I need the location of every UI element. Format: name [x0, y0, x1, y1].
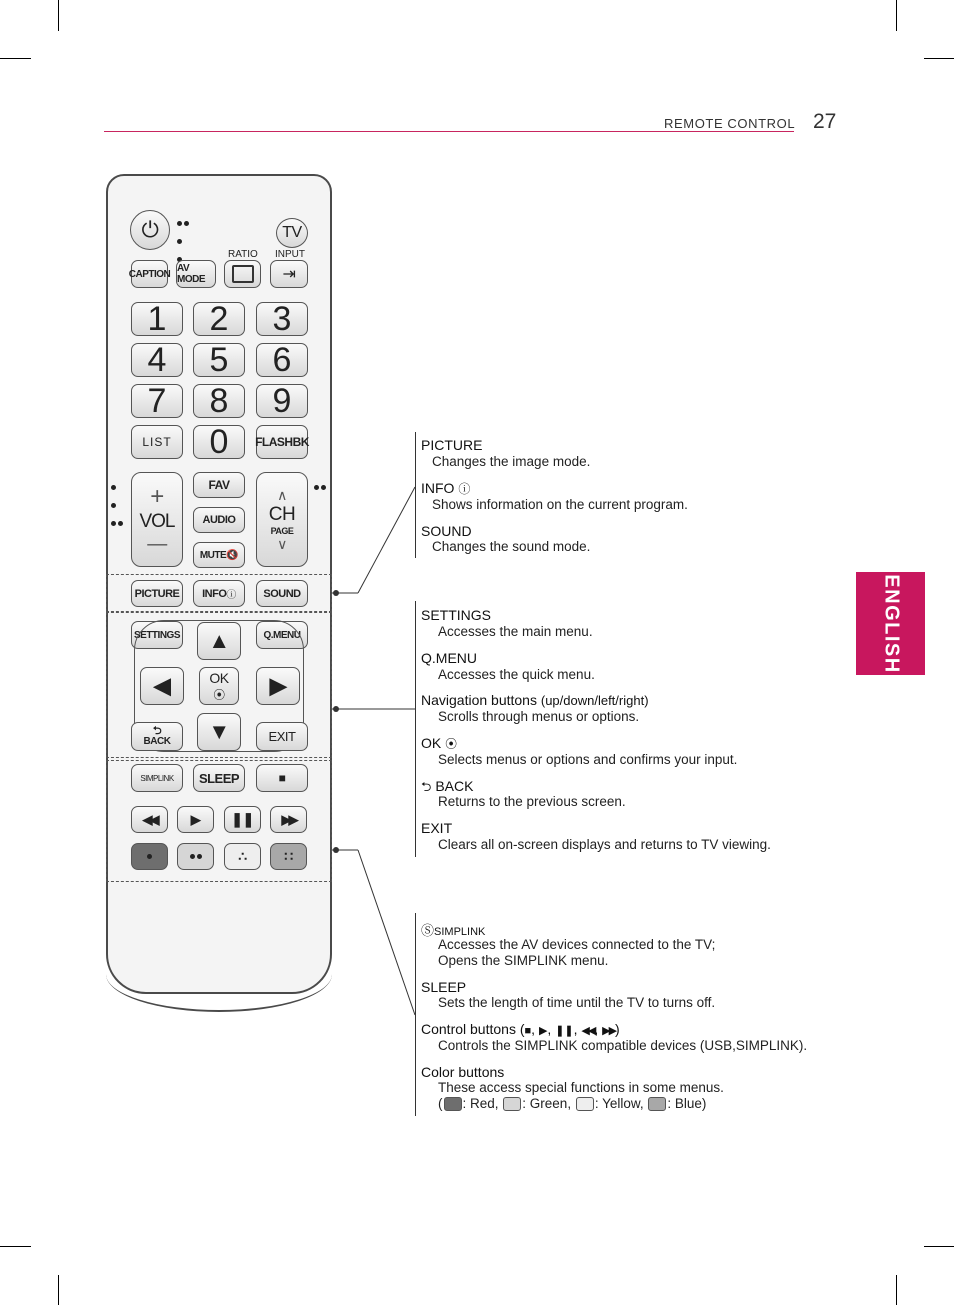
input-icon: ⇥ [282, 266, 296, 283]
digit-button[interactable]: 9 [256, 384, 308, 418]
three-dot-icon: ∴ [238, 848, 247, 864]
av-mode-button[interactable]: AV MODE [176, 260, 216, 288]
back-term: ⮌ BACK [421, 778, 474, 794]
digit-button[interactable]: 1 [131, 302, 183, 336]
digit-button[interactable]: 2 [193, 302, 245, 336]
info-icon: ⓘ [458, 482, 471, 496]
settings-desc: Accesses the main menu. [438, 624, 593, 639]
yellow-swatch-icon [576, 1097, 594, 1111]
simplink-logo-icon: Ⓢ [421, 923, 435, 938]
picture-button[interactable]: PICTURE [131, 580, 183, 607]
tv-button[interactable]: TV [276, 218, 308, 248]
digit-button[interactable]: 0 [193, 425, 245, 459]
green-swatch-icon [503, 1097, 521, 1111]
simplink-button[interactable]: SIMPLINK [131, 764, 183, 792]
simplink-desc-2: Opens the SIMPLINK menu. [438, 953, 609, 968]
caption-button[interactable]: CAPTION [131, 260, 168, 288]
digit-button[interactable]: 3 [256, 302, 308, 336]
right-arrow-icon: ▶ [269, 673, 287, 698]
sound-term: SOUND [421, 523, 472, 539]
power-icon: ⏻ [141, 217, 159, 242]
digit-button[interactable]: 5 [193, 343, 245, 377]
control-buttons-desc: Controls the SIMPLINK compatible devices (USB,SIMPLINK). [438, 1038, 808, 1053]
digit-button[interactable]: 6 [256, 343, 308, 377]
play-icon: ▶ [190, 811, 201, 827]
info-button[interactable]: INFO ⓘ [193, 580, 245, 607]
back-icon: ⮌ [152, 725, 162, 737]
audio-button[interactable]: AUDIO [193, 507, 245, 533]
picture-term: PICTURE [421, 437, 483, 453]
info-term: INFO ⓘ [421, 480, 471, 496]
ok-icon: ⦿ [445, 737, 458, 751]
stop-icon: ■ [278, 771, 286, 785]
digit-button[interactable]: 7 [131, 384, 183, 418]
navigation-term: Navigation buttons (up/down/left/right) [421, 692, 649, 708]
pause-icon: ❚❚ [555, 1025, 574, 1037]
color-buttons-desc-2: ( : Red, : Green, : Yellow, : Blue) [438, 1096, 707, 1111]
input-label: INPUT [275, 249, 305, 260]
ok-term: OK ⦿ [421, 735, 458, 751]
up-arrow-icon: ▲ [208, 628, 230, 653]
info-icon: ⓘ [226, 590, 236, 601]
flashbk-button[interactable]: FLASHBK [256, 425, 308, 459]
settings-term: SETTINGS [421, 607, 492, 623]
group1-bar [415, 432, 416, 558]
digit-button[interactable]: 4 [131, 343, 183, 377]
picture-desc: Changes the image mode. [432, 454, 591, 469]
list-button[interactable]: LIST [131, 425, 183, 459]
channel-rocker[interactable]: ∧ CH PAGE ∨ [256, 472, 308, 567]
page-number: 27 [813, 110, 837, 133]
left-arrow-icon: ◀ [153, 673, 171, 698]
sleep-term: SLEEP [421, 979, 467, 995]
exit-term: EXIT [421, 820, 453, 836]
color-buttons-term: Color buttons [421, 1064, 505, 1080]
fav-button[interactable]: FAV [193, 472, 245, 498]
group3-bar [415, 913, 416, 1116]
mute-button[interactable]: MUTE 🔇 [193, 542, 245, 568]
ok-icon: ⦿ [213, 687, 225, 702]
four-dot-icon: ∷ [284, 848, 293, 864]
simplink-term: ⓈSIMPLINK [421, 923, 486, 938]
sound-desc: Changes the sound mode. [432, 539, 591, 554]
back-desc: Returns to the previous screen. [438, 794, 626, 809]
simplink-desc-1: Accesses the AV devices connected to the TV; [438, 937, 716, 952]
back-icon: ⮌ [421, 779, 432, 794]
ok-desc: Selects menus or options and confirms your input. [438, 752, 738, 767]
language-tab: ENGLISH [856, 572, 925, 675]
qmenu-button[interactable]: Q.MENU [256, 621, 308, 649]
sleep-desc: Sets the length of time until the TV to turns off. [438, 995, 716, 1010]
ratio-label: RATIO [228, 249, 258, 260]
ok-button[interactable]: OK ⦿ [199, 667, 239, 705]
down-arrow-icon: ▼ [208, 719, 230, 744]
sound-button[interactable]: SOUND [256, 580, 308, 607]
digit-button[interactable]: 8 [193, 384, 245, 418]
volume-rocker[interactable]: + VOL — [131, 472, 183, 567]
red-swatch-icon [444, 1097, 462, 1111]
exit-button[interactable]: EXIT [256, 722, 308, 751]
play-icon: ▶ [538, 1025, 548, 1037]
sleep-button[interactable]: SLEEP [193, 764, 245, 792]
settings-button[interactable]: SETTINGS [131, 621, 183, 649]
qmenu-term: Q.MENU [421, 650, 477, 666]
info-desc: Shows information on the current program. [432, 497, 688, 512]
pause-icon: ❚❚ [231, 811, 254, 827]
navigation-desc: Scrolls through menus or options. [438, 709, 640, 724]
control-buttons-term: Control buttons (■, ▶, ❚❚, ◀◀, ▶▶) [421, 1021, 620, 1037]
color-buttons-desc-1: These access special functions in some menus. [438, 1080, 724, 1095]
group2-bar [415, 601, 416, 857]
rewind-icon: ◀◀ [142, 811, 157, 827]
fast-forward-icon: ▶▶ [281, 811, 296, 827]
rewind-icon: ◀◀ [581, 1025, 595, 1037]
blue-swatch-icon [648, 1097, 666, 1111]
stop-icon: ■ [524, 1025, 532, 1037]
back-button[interactable]: ⮌ BACK [131, 722, 183, 751]
fast-forward-icon: ▶▶ [602, 1025, 616, 1037]
mute-icon: 🔇 [226, 549, 239, 561]
exit-desc: Clears all on-screen displays and returns to TV viewing. [438, 837, 771, 852]
qmenu-desc: Accesses the quick menu. [438, 667, 595, 682]
section-title: REMOTE CONTROL [664, 116, 796, 131]
